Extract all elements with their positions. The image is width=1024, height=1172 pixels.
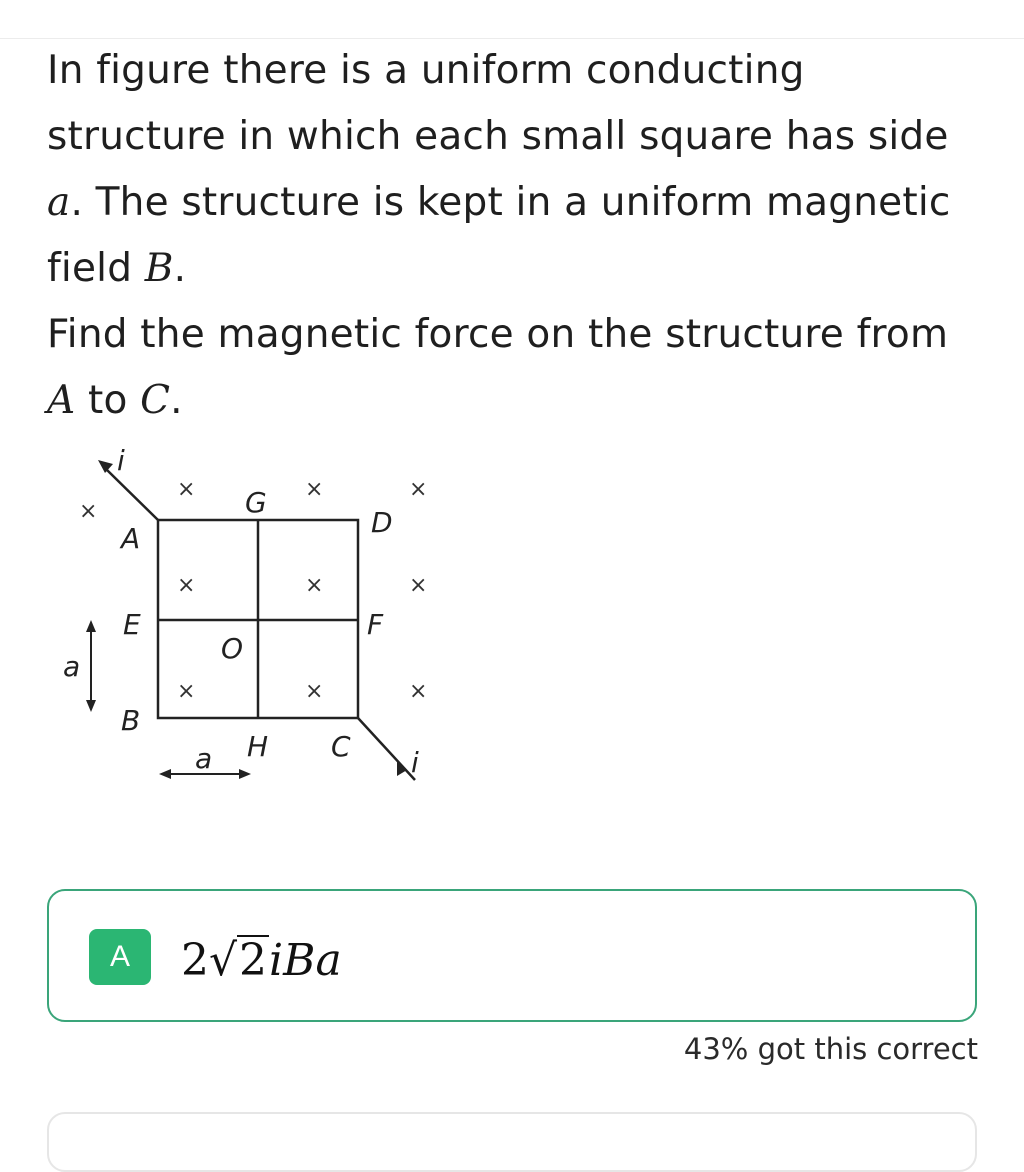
label-d: D	[371, 506, 393, 539]
question-text-part: .	[173, 246, 187, 291]
correct-percentage-text: 43% got this correct	[683, 1032, 978, 1066]
current-in-arrow	[98, 460, 113, 473]
field-cross: ×	[177, 573, 196, 598]
side-symbol: a	[47, 180, 71, 225]
radicand: 2	[239, 935, 268, 986]
question-text	[47, 38, 987, 434]
answer-option-a[interactable]	[47, 889, 977, 1022]
field-cross: ×	[305, 477, 324, 502]
square-root: √2	[209, 935, 268, 986]
field-cross: ×	[409, 477, 428, 502]
label-b: B	[121, 704, 141, 737]
answer-coefficient: 2	[181, 935, 209, 986]
field-cross: ×	[177, 679, 196, 704]
label-a: A	[121, 522, 141, 555]
circuit-diagram	[55, 440, 455, 800]
field-cross: ×	[409, 573, 428, 598]
label-g: G	[245, 486, 267, 519]
field-cross: ×	[305, 679, 324, 704]
label-o: O	[221, 632, 244, 665]
question-text-part: In figure there is a uniform conducting structure in which each small square has side	[47, 48, 949, 159]
vertical-dimension-arrow-down	[86, 700, 96, 712]
vertical-dimension-label: a	[63, 650, 81, 683]
circuit-figure	[55, 440, 455, 800]
question-paragraph-2	[47, 302, 987, 434]
field-cross: ×	[177, 477, 196, 502]
label-e: E	[123, 608, 141, 641]
vertical-dimension-arrow-up	[86, 620, 96, 632]
field-cross: ×	[79, 499, 98, 524]
current-out-label: i	[411, 746, 419, 779]
label-f: F	[367, 608, 384, 641]
field-symbol: B	[144, 246, 174, 291]
label-c: C	[331, 730, 351, 763]
lead-wire-c	[358, 718, 415, 780]
current-in-label: i	[117, 444, 125, 477]
horizontal-dimension-label: a	[195, 742, 213, 775]
question-text-part: Find the magnetic force on the structure from	[47, 312, 949, 357]
question-text-part: . The structure is kept in a uniform magnetic field	[47, 180, 951, 291]
field-cross: ×	[409, 679, 428, 704]
to-point: C	[140, 378, 171, 423]
from-point: A	[47, 378, 76, 423]
question-text-part: .	[170, 378, 183, 423]
answer-symbols: iBa	[269, 935, 342, 986]
next-card-edge	[47, 1112, 977, 1172]
label-h: H	[247, 730, 269, 763]
option-letter-badge: A	[89, 929, 151, 985]
horizontal-dimension-arrow-right	[239, 769, 251, 779]
question-paragraph-1	[47, 38, 987, 302]
field-cross: ×	[305, 573, 324, 598]
question-text-part: to	[75, 378, 141, 423]
vertical-dimension	[86, 620, 96, 712]
option-answer-expression	[181, 933, 342, 993]
lead-wire-a	[107, 470, 158, 520]
horizontal-dimension-arrow-left	[159, 769, 171, 779]
